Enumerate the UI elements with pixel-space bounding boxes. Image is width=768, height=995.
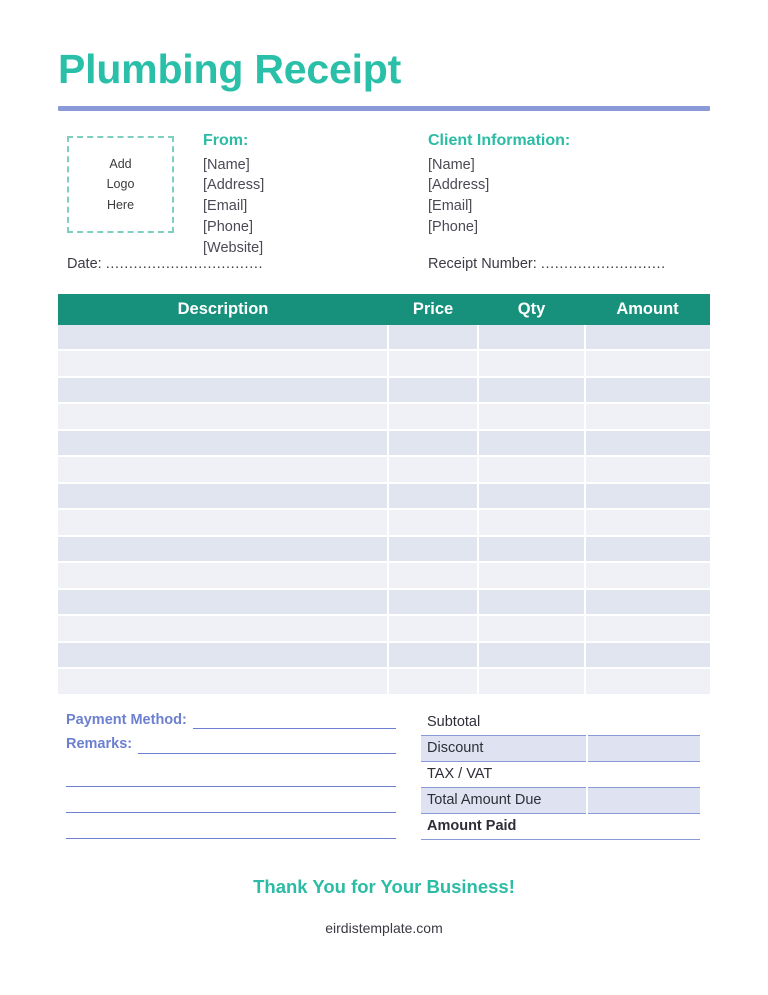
cell-price[interactable]: [388, 615, 478, 642]
from-email[interactable]: [Email]: [203, 198, 248, 215]
table-row[interactable]: [58, 509, 710, 536]
totals-label-amount-paid: Amount Paid: [421, 813, 587, 839]
cell-description[interactable]: [58, 509, 388, 536]
column-header-amount: Amount: [585, 294, 710, 325]
date-field[interactable]: [67, 256, 367, 272]
cell-description[interactable]: [58, 642, 388, 669]
from-website[interactable]: [Website]: [203, 239, 264, 256]
cell-qty[interactable]: [478, 562, 585, 589]
totals-label-tax-vat: TAX / VAT: [421, 761, 587, 787]
cell-description[interactable]: [58, 456, 388, 483]
cell-amount[interactable]: [585, 642, 710, 669]
cell-description[interactable]: [58, 350, 388, 377]
totals-table: [421, 710, 700, 840]
cell-price[interactable]: [388, 483, 478, 510]
cell-amount[interactable]: [585, 430, 710, 457]
table-row[interactable]: [58, 350, 710, 377]
remarks-label: Remarks:: [66, 736, 133, 753]
totals-row: [421, 761, 700, 787]
table-row[interactable]: [58, 430, 710, 457]
totals-row: [421, 710, 700, 736]
thank-you-message: Thank You for Your Business!: [253, 876, 515, 897]
cell-qty[interactable]: [478, 589, 585, 616]
client-name[interactable]: [Name]: [428, 156, 475, 173]
from-phone[interactable]: [Phone]: [203, 218, 253, 235]
cell-amount[interactable]: [585, 615, 710, 642]
cell-price[interactable]: [388, 536, 478, 563]
remarks-row: [66, 736, 396, 753]
table-row[interactable]: [58, 668, 710, 695]
table-row[interactable]: [58, 377, 710, 404]
cell-description[interactable]: [58, 562, 388, 589]
from-address[interactable]: [Address]: [203, 177, 265, 194]
table-row[interactable]: [58, 403, 710, 430]
table-row[interactable]: [58, 536, 710, 563]
cell-qty[interactable]: [478, 430, 585, 457]
cell-price[interactable]: [388, 403, 478, 430]
client-email[interactable]: [Email]: [428, 198, 473, 215]
client-block: [428, 130, 570, 238]
payment-method-label: Payment Method:: [66, 711, 187, 728]
cell-description[interactable]: [58, 668, 388, 695]
cell-qty[interactable]: [478, 456, 585, 483]
cell-qty[interactable]: [478, 509, 585, 536]
receipt-number-dotted-line: ...........................: [540, 255, 666, 272]
add-logo-placeholder[interactable]: [67, 136, 174, 233]
from-name[interactable]: [Name]: [203, 156, 250, 173]
cell-qty[interactable]: [478, 668, 585, 695]
totals-label-discount: Discount: [421, 735, 587, 761]
client-address[interactable]: [Address]: [428, 177, 490, 194]
cell-amount[interactable]: [585, 483, 710, 510]
receipt-number-field[interactable]: [428, 256, 710, 272]
payment-method-row: [66, 712, 396, 729]
line-items-table: [58, 294, 710, 696]
totals-value-total-amount-due[interactable]: [587, 787, 700, 813]
cell-amount[interactable]: [585, 350, 710, 377]
cell-description[interactable]: [58, 325, 388, 351]
cell-price[interactable]: [388, 562, 478, 589]
cell-amount[interactable]: [585, 589, 710, 616]
column-header-price: Price: [388, 294, 478, 325]
cell-price[interactable]: [388, 642, 478, 669]
cell-amount[interactable]: [585, 562, 710, 589]
table-row[interactable]: [58, 615, 710, 642]
cell-qty[interactable]: [478, 403, 585, 430]
totals-label-total-amount-due: Total Amount Due: [421, 787, 587, 813]
line-items-body: [58, 325, 710, 695]
cell-description[interactable]: [58, 483, 388, 510]
remarks-input[interactable]: [138, 740, 396, 754]
client-phone[interactable]: [Phone]: [428, 218, 478, 235]
cell-price[interactable]: [388, 456, 478, 483]
cell-amount[interactable]: [585, 509, 710, 536]
cell-price[interactable]: [388, 668, 478, 695]
cell-qty[interactable]: [478, 536, 585, 563]
cell-description[interactable]: [58, 377, 388, 404]
table-row[interactable]: [58, 642, 710, 669]
cell-price[interactable]: [388, 325, 478, 351]
cell-price[interactable]: [388, 377, 478, 404]
totals-row: [421, 813, 700, 839]
cell-qty[interactable]: [478, 350, 585, 377]
table-header-row: [58, 294, 710, 325]
footer-website: eirdistemplate.com: [325, 920, 443, 937]
cell-qty[interactable]: [478, 615, 585, 642]
totals-row: [421, 787, 700, 813]
cell-amount[interactable]: [585, 403, 710, 430]
cell-description[interactable]: [58, 589, 388, 616]
cell-amount[interactable]: [585, 668, 710, 695]
cell-price[interactable]: [388, 589, 478, 616]
cell-description[interactable]: [58, 430, 388, 457]
cell-description[interactable]: [58, 536, 388, 563]
cell-amount[interactable]: [585, 456, 710, 483]
remarks-extra-line-2[interactable]: [66, 787, 396, 813]
date-dotted-line: ..................................: [105, 255, 264, 272]
from-heading: From:: [203, 131, 249, 149]
lower-section: [58, 712, 710, 847]
line-items-header: [58, 294, 710, 325]
logo-line-3: Here: [106, 197, 135, 212]
receipt-content: [58, 0, 710, 847]
cell-amount[interactable]: [585, 325, 710, 351]
table-row[interactable]: [58, 456, 710, 483]
table-row[interactable]: [58, 325, 710, 351]
cell-price[interactable]: [388, 430, 478, 457]
totals-row: [421, 735, 700, 761]
remarks-extra-line-1[interactable]: [66, 761, 396, 787]
cell-amount[interactable]: [585, 536, 710, 563]
date-label: Date:: [67, 255, 102, 272]
footer: [0, 875, 768, 936]
receipt-number-label: Receipt Number:: [428, 255, 537, 272]
page-title: Plumbing Receipt: [58, 46, 402, 92]
meta-row: [58, 256, 710, 286]
from-block: [203, 130, 264, 258]
payment-details-block: [66, 712, 396, 839]
table-row[interactable]: [58, 483, 710, 510]
payment-method-input[interactable]: [193, 715, 396, 729]
totals-value-discount[interactable]: [587, 735, 700, 761]
table-row[interactable]: [58, 562, 710, 589]
cell-qty[interactable]: [478, 377, 585, 404]
title-divider: [58, 106, 710, 111]
parties-section: [58, 130, 710, 254]
cell-description[interactable]: [58, 615, 388, 642]
totals-label-subtotal: Subtotal: [421, 710, 587, 736]
cell-qty[interactable]: [478, 483, 585, 510]
column-header-qty: Qty: [478, 294, 585, 325]
totals-body: [421, 710, 700, 840]
table-row[interactable]: [58, 589, 710, 616]
logo-line-2: Logo: [106, 177, 135, 192]
totals-value-amount-paid[interactable]: [587, 813, 700, 839]
cell-qty[interactable]: [478, 325, 585, 351]
cell-description[interactable]: [58, 403, 388, 430]
cell-price[interactable]: [388, 509, 478, 536]
cell-qty[interactable]: [478, 642, 585, 669]
totals-value-subtotal[interactable]: [587, 710, 700, 736]
remarks-extra-line-3[interactable]: [66, 813, 396, 839]
cell-price[interactable]: [388, 350, 478, 377]
column-header-description: Description: [58, 294, 388, 325]
client-heading: Client Information:: [428, 131, 571, 149]
logo-line-1: Add: [109, 157, 132, 172]
cell-amount[interactable]: [585, 377, 710, 404]
totals-value-tax-vat[interactable]: [587, 761, 700, 787]
